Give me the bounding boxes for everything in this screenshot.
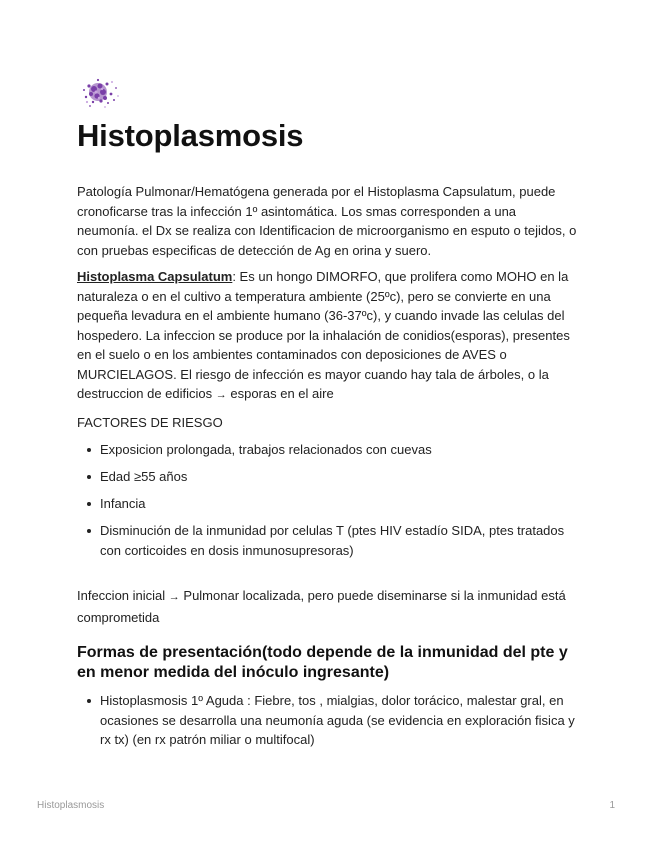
- document-body: [77, 182, 579, 757]
- arrow-icon: →: [168, 591, 180, 603]
- microscopy-icon: [78, 72, 124, 112]
- forms-heading: Formas de presentación(todo depende de la inmunidad del pte y en menor medida del inóculo ingresante): [77, 644, 568, 681]
- footer-doc-name: Histoplasmosis: [37, 800, 105, 811]
- intro-paragraph: Patología Pulmonar/Hematógena generada por el Histoplasma Capsulatum, puede cronoficarse tras la infección 1º asintomática. Los smas corresponden a una neumonía. el Dx se realiza con Identificacion de microorganismo en esputo o tejidos, o con pruebas especificas de detección de Ag en orina y suero.: [77, 184, 577, 258]
- forms-list: [77, 691, 579, 750]
- arrow-icon: →: [215, 389, 227, 401]
- risk-factors-heading: FACTORES DE RIESGO: [77, 414, 223, 430]
- list-item: Histoplasmosis 1º Aguda : Fiebre, tos , mialgias, dolor torácico, malestar gral, en ocasiones se desarrolla una neumonía aguda (se evidencia en exploración fisica y rx tx) (en rx patrón miliar o multifocal): [77, 691, 579, 750]
- organism-desc-b: esporas en el aire: [226, 386, 334, 401]
- organism-paragraph: [77, 267, 579, 406]
- risk-factors-list: [77, 440, 579, 560]
- list-item: Infancia: [77, 494, 579, 514]
- organism-term: Histoplasma Capsulatum: [77, 269, 233, 284]
- infection-text-a: Infeccion inicial: [77, 588, 169, 603]
- list-item: Disminución de la inmunidad por celulas T (ptes HIV estadío SIDA, ptes tratados con corticoides en dosis inmunosupresoras): [77, 521, 579, 560]
- infection-paragraph: [77, 586, 579, 627]
- footer-page-number: 1: [609, 800, 615, 811]
- list-item: Exposicion prolongada, trabajos relacionados con cuevas: [77, 440, 579, 460]
- list-item: Edad ≥55 años: [77, 467, 579, 487]
- infection-text-b: Pulmonar localizada, pero puede diseminarse si la inmunidad está comprometida: [77, 588, 566, 625]
- page-title: Histoplasmosis: [77, 118, 304, 153]
- organism-desc-a: : Es un hongo DIMORFO, que prolifera como MOHO en la naturaleza o en el cultivo a temperatura ambiente (25ºc), pero se convierte en una pequeña levadura en el ambiente humano (36-37ºc), y cuando invade las celulas del hospedero. La infeccion se produce por la inhalación de conidios(esporas), presentes en el suelo o en los ambientes contaminados con deposiciones de AVES o MURCIELAGOS. El riesgo de infección es mayor cuando hay tala de árboles, o la destruccion de edificios: [77, 269, 570, 401]
